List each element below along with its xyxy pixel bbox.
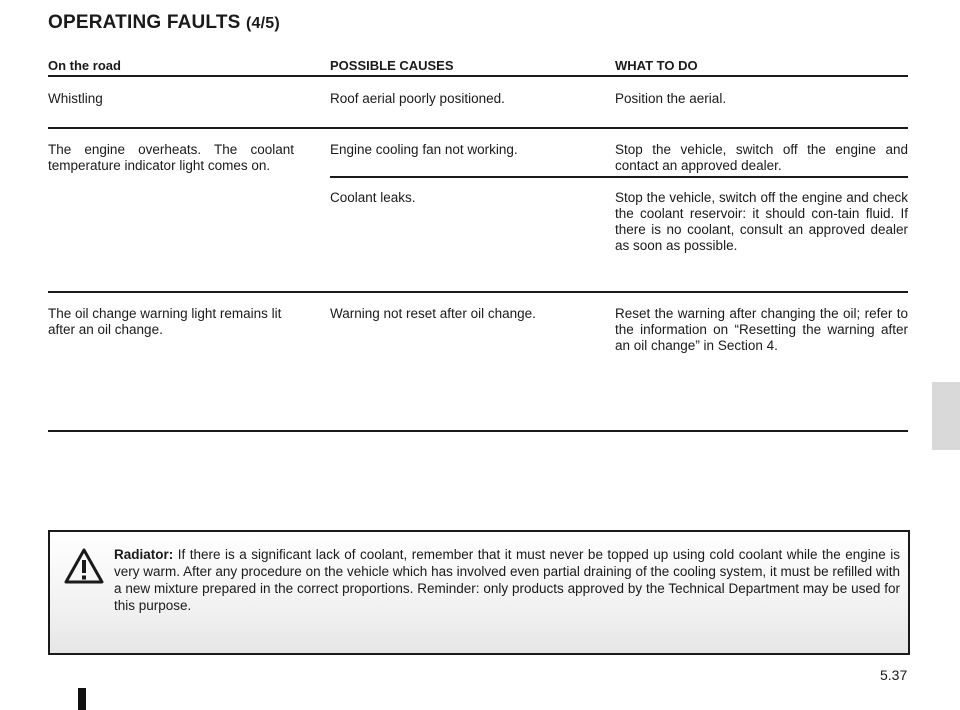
warning-label: Radiator: xyxy=(114,547,174,562)
row-overheat-action-2: Stop the vehicle, switch off the engine and check the coolant reservoir: it should con-tain fluid. If there is no coolant, consult an approved dealer as soon as possible. xyxy=(615,190,908,253)
crop-mark xyxy=(78,688,86,710)
row-oil-symptom: The oil change warning light remains lit after an oil change. xyxy=(48,306,282,337)
row-oil-cause: Warning not reset after oil change. xyxy=(330,306,536,321)
row-overheat-action-1: Stop the vehicle, switch off the engine and contact an approved dealer. xyxy=(615,142,908,173)
row-oil-action: Reset the warning after changing the oil; refer to the information on “Resetting the warning after an oil change” in Section 4. xyxy=(615,306,908,353)
row-overheat-cause-1: Engine cooling fan not working. xyxy=(330,142,518,157)
radiator-warning-box xyxy=(48,530,910,655)
warning-triangle-icon xyxy=(64,548,104,584)
table-bottom-rule xyxy=(48,430,908,432)
sub-row-divider xyxy=(330,176,908,178)
section-tab xyxy=(932,382,960,450)
row-overheat-cause-2: Coolant leaks. xyxy=(330,190,416,205)
page-title xyxy=(48,12,280,34)
row-whistling-symptom: Whistling xyxy=(48,91,103,106)
column-header-what-to-do: WHAT TO DO xyxy=(615,58,698,73)
row-divider xyxy=(48,291,908,293)
warning-text xyxy=(114,546,900,614)
header-divider xyxy=(48,75,908,77)
page-number: 5.37 xyxy=(880,667,908,683)
title-main: OPERATING FAULTS xyxy=(48,12,241,33)
row-whistling-cause: Roof aerial poorly positioned. xyxy=(330,91,505,106)
warning-body: If there is a significant lack of coolant, remember that it must never be topped up using cold coolant while the engine is very warm. After any procedure on the vehicle which has involved even partial draining of the cooling system, it must be refilled with a new mixture prepared in the correct proportions. Reminder: only products approved by the Technical Department may be used for this purpose. xyxy=(114,547,900,613)
row-overheat-symptom: The engine overheats. The coolant temperature indicator light comes on. xyxy=(48,142,294,173)
row-divider xyxy=(48,127,908,129)
title-part: (4/5) xyxy=(245,15,280,32)
column-header-possible-causes: POSSIBLE CAUSES xyxy=(330,58,454,73)
row-whistling-action: Position the aerial. xyxy=(615,91,727,106)
column-header-on-the-road: On the road xyxy=(48,58,121,73)
